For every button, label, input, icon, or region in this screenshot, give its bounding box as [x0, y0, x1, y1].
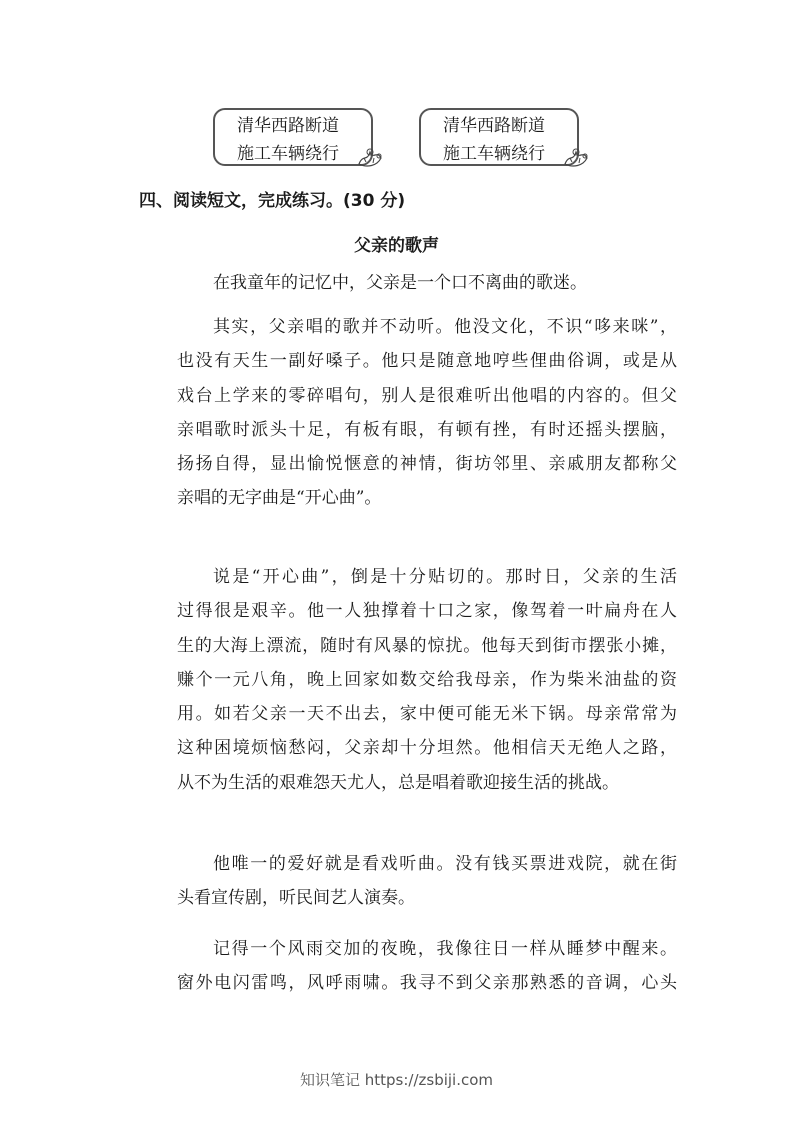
text-line: 生的大海上漂流，随时有风暴的惊扰。他每天到街市摆张小摊，: [177, 635, 677, 656]
text-line: 从不为生活的艰难怨天尤人，总是唱着歌迎接生活的挑战。: [177, 772, 619, 793]
text-line: 他唯一的爱好就是看戏听曲。没有钱买票进戏院，就在街: [213, 854, 677, 874]
text-line: 亲唱歌时派头十足，有板有眼，有顿有挫，有时还摇头摆脑，: [177, 419, 677, 440]
paragraph-3: [177, 560, 677, 800]
text-line: 在我童年的记忆中，父亲是一个口不离曲的歌迷。: [213, 273, 587, 293]
text-line: 这种困境烦恼愁闷，父亲却十分坦然。他相信天无绝人之路，: [177, 738, 677, 759]
passage-title: 父亲的歌声: [354, 236, 439, 256]
text-line: 记得一个风雨交加的夜晚，我像往日一样从睡梦中醒来。: [213, 939, 677, 959]
road-sign-left: [213, 108, 373, 166]
text-line: 戏台上学来的零碎唱句，别人是很难听出他唱的内容的。但父: [177, 385, 677, 406]
text-line: 其实，父亲唱的歌并不动听。他没文化，不识“哆来咪”，: [213, 317, 677, 337]
road-sign-right: [419, 108, 579, 166]
text-line: 窗外电闪雷鸣，风呼雨啸。我寻不到父亲那熟悉的音调，心头: [177, 973, 677, 994]
text-line: 用。如若父亲一天不出去，家中便可能无米下锅。母亲常常为: [177, 704, 677, 725]
paragraph-4: [177, 847, 677, 916]
text-line: 头看宣传剧，听民间艺人演奏。: [177, 888, 415, 909]
text-line: 亲唱的无字曲是“开心曲”。: [177, 488, 382, 509]
paragraph-5: [177, 932, 677, 1001]
text-line: 说是“开心曲”，倒是十分贴切的。那时日，父亲的生活: [213, 567, 677, 587]
text-line: 赚个一元八角，晚上回家如数交给我母亲，作为柴米油盐的资: [177, 669, 677, 690]
footer-watermark: 知识笔记 https://zsbiji.com: [299, 1071, 494, 1089]
text-line: 过得很是艰辛。他一人独撑着十口之家，像驾着一叶扁舟在人: [177, 601, 677, 622]
text-line: 也没有天生一副好嗓子。他只是随意地哼些俚曲俗调，或是从: [177, 351, 677, 372]
paragraph-2: [177, 310, 677, 516]
paragraph-1: [177, 266, 677, 300]
sign-line-1: 清华西路断道: [237, 116, 339, 136]
flower-decoration-icon: [561, 144, 591, 168]
sign-line-2: 施工车辆绕行: [237, 144, 339, 164]
flower-decoration-icon: [355, 144, 385, 168]
sign-line-1: 清华西路断道: [443, 116, 545, 136]
section-heading: 四、阅读短文，完成练习。(30 分): [139, 191, 406, 211]
sign-line-2: 施工车辆绕行: [443, 144, 545, 164]
text-line: 扬扬自得，显出愉悦惬意的神情，街坊邻里、亲戚朋友都称父: [177, 454, 677, 475]
